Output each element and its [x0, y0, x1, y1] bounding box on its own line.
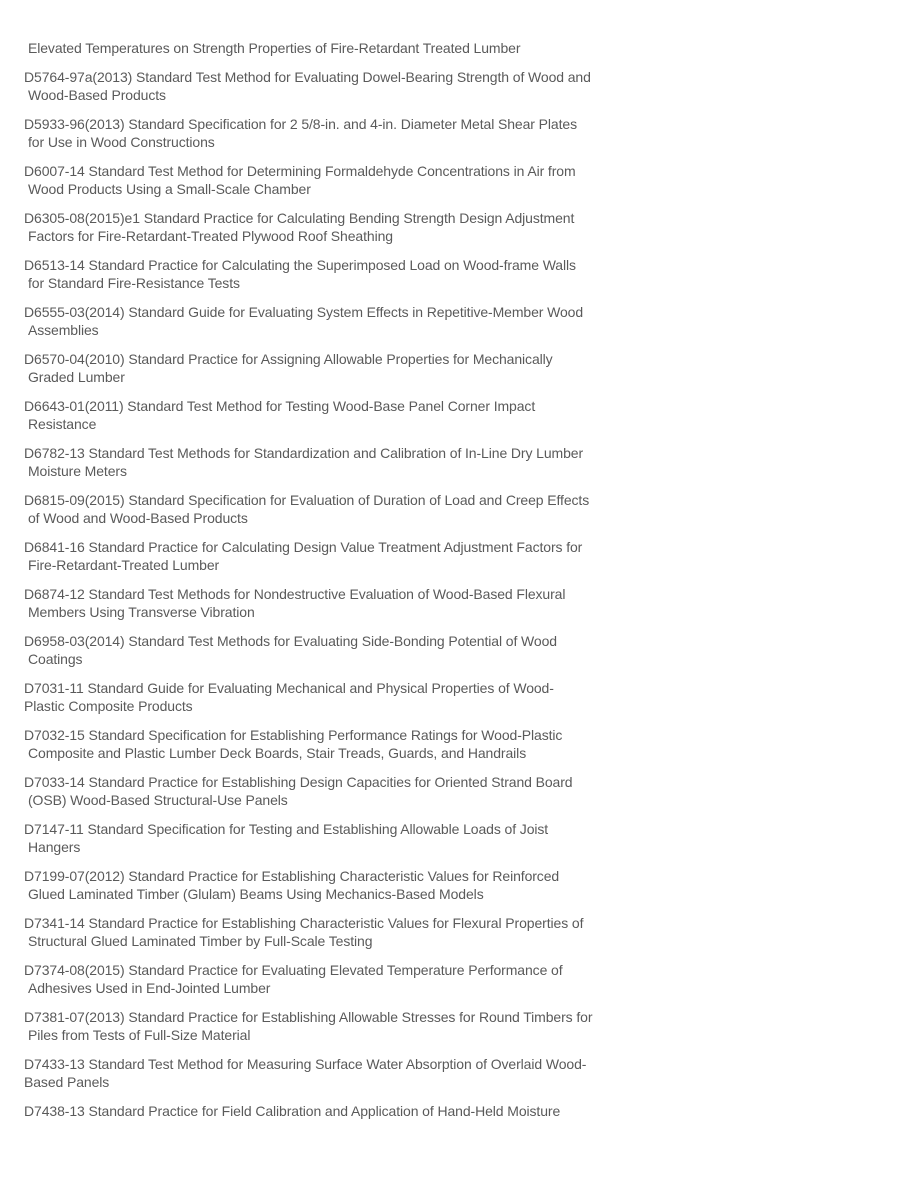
standard-entry-title: D7147-11 Standard Specification for Testing and Establishing Allowable Loads of Joist: [24, 821, 549, 837]
standard-entry-title: D6782-13 Standard Test Methods for Standardization and Calibration of In-Line Dry Lumber: [24, 445, 584, 461]
standard-entry-title: D6007-14 Standard Test Method for Determining Formaldehyde Concentrations in Air from: [24, 163, 576, 179]
standard-entry-title: D5933-96(2013) Standard Specification for 2 5/8-in. and 4-in. Diameter Metal Shear Plates: [24, 116, 577, 132]
standard-entry: [24, 726, 634, 762]
standard-entry: [24, 39, 634, 57]
standard-entry-title: D7381-07(2013) Standard Practice for Establishing Allowable Stresses for Round Timbers for: [24, 1009, 593, 1025]
standard-entry-title: D5764-97a(2013) Standard Test Method for Evaluating Dowel-Bearing Strength of Wood and: [24, 69, 591, 85]
standard-entry-title: D6874-12 Standard Test Methods for Nondestructive Evaluation of Wood-Based Flexural: [24, 586, 566, 602]
standard-entry-title: D7341-14 Standard Practice for Establishing Characteristic Values for Flexural Properties of: [24, 915, 584, 931]
standard-entry: [24, 867, 634, 903]
standard-entry-title: D6555-03(2014) Standard Guide for Evaluating System Effects in Repetitive-Member Wood: [24, 304, 584, 320]
standard-entry-continuation: Hangers: [28, 839, 81, 855]
standard-entry-title: D7033-14 Standard Practice for Establishing Design Capacities for Oriented Strand Board: [24, 774, 573, 790]
standard-entry: [24, 397, 634, 433]
standard-entry: [24, 820, 634, 856]
standard-entry-continuation: Graded Lumber: [28, 369, 125, 385]
standard-entry-continuation: Glued Laminated Timber (Glulam) Beams Using Mechanics-Based Models: [28, 886, 484, 902]
standard-entry: [24, 256, 634, 292]
standard-entry-continuation: Members Using Transverse Vibration: [28, 604, 255, 620]
standard-entry: [24, 1102, 634, 1120]
standard-entry-continuation: Piles from Tests of Full-Size Material: [28, 1027, 251, 1043]
standard-entry-title: D7438-13 Standard Practice for Field Calibration and Application of Hand-Held Moisture: [24, 1103, 561, 1119]
standard-entry-continuation: Fire-Retardant-Treated Lumber: [28, 557, 220, 573]
standard-entry-title: D6643-01(2011) Standard Test Method for Testing Wood-Base Panel Corner Impact: [24, 398, 536, 414]
standard-entry: [24, 1055, 634, 1091]
standard-entry: [24, 303, 634, 339]
standard-entry-title: D6815-09(2015) Standard Specification for Evaluation of Duration of Load and Creep Effects: [24, 492, 590, 508]
standard-entry-title: D7199-07(2012) Standard Practice for Establishing Characteristic Values for Reinforced: [24, 868, 560, 884]
standard-entry-title: D7031-11 Standard Guide for Evaluating Mechanical and Physical Properties of Wood-: [24, 680, 554, 696]
standard-entry-title: D7032-15 Standard Specification for Establishing Performance Ratings for Wood-Plastic: [24, 727, 563, 743]
standard-entry: [24, 491, 634, 527]
standard-entry-title: D7433-13 Standard Test Method for Measuring Surface Water Absorption of Overlaid Wood-: [24, 1056, 587, 1072]
standard-entry-continuation: Moisture Meters: [28, 463, 127, 479]
standard-entry-continuation: Composite and Plastic Lumber Deck Boards, Stair Treads, Guards, and Handrails: [28, 745, 527, 761]
standard-entry-continuation: Plastic Composite Products: [24, 698, 193, 714]
standards-list: [24, 39, 634, 1131]
standard-entry-title: D6841-16 Standard Practice for Calculating Design Value Treatment Adjustment Factors for: [24, 539, 583, 555]
standard-entry: [24, 68, 634, 104]
standard-entry: [24, 350, 634, 386]
standard-entry: [24, 679, 634, 715]
standard-entry-continuation: Factors for Fire-Retardant-Treated Plywood Roof Sheathing: [28, 228, 393, 244]
standard-entry-continuation: Structural Glued Laminated Timber by Full-Scale Testing: [28, 933, 373, 949]
standard-entry: [24, 209, 634, 245]
standard-entry-continuation: Assemblies: [28, 322, 99, 338]
standard-entry-title: D6305-08(2015)e1 Standard Practice for Calculating Bending Strength Design Adjustment: [24, 210, 575, 226]
standard-entry-continuation: of Wood and Wood-Based Products: [28, 510, 248, 526]
standard-entry: [24, 538, 634, 574]
standard-entry: [24, 961, 634, 997]
standard-entry-continuation: Adhesives Used in End-Jointed Lumber: [28, 980, 271, 996]
standard-entry-continuation: Based Panels: [24, 1074, 110, 1090]
standard-entry-title: D6570-04(2010) Standard Practice for Assigning Allowable Properties for Mechanically: [24, 351, 553, 367]
standard-entry-continuation: Wood-Based Products: [28, 87, 166, 103]
standard-entry-continuation: for Use in Wood Constructions: [28, 134, 215, 150]
standard-entry-continuation: Wood Products Using a Small-Scale Chamber: [28, 181, 311, 197]
standard-entry-continuation: for Standard Fire-Resistance Tests: [28, 275, 240, 291]
standard-entry-title: D6958-03(2014) Standard Test Methods for Evaluating Side-Bonding Potential of Wood: [24, 633, 557, 649]
standard-entry-continuation: (OSB) Wood-Based Structural-Use Panels: [28, 792, 288, 808]
standard-entry: [24, 585, 634, 621]
standard-entry-continuation: Coatings: [28, 651, 83, 667]
standard-entry: [24, 162, 634, 198]
standard-entry: [24, 914, 634, 950]
standard-entry-continuation: Resistance: [28, 416, 97, 432]
standard-entry: [24, 632, 634, 668]
standard-entry-title: D7374-08(2015) Standard Practice for Evaluating Elevated Temperature Performance of: [24, 962, 563, 978]
standard-entry: [24, 444, 634, 480]
standard-entry: [24, 1008, 634, 1044]
standard-entry: [24, 115, 634, 151]
standard-entry-continuation: Elevated Temperatures on Strength Properties of Fire-Retardant Treated Lumber: [28, 40, 521, 56]
standard-entry: [24, 773, 634, 809]
standard-entry-title: D6513-14 Standard Practice for Calculating the Superimposed Load on Wood-frame Walls: [24, 257, 576, 273]
